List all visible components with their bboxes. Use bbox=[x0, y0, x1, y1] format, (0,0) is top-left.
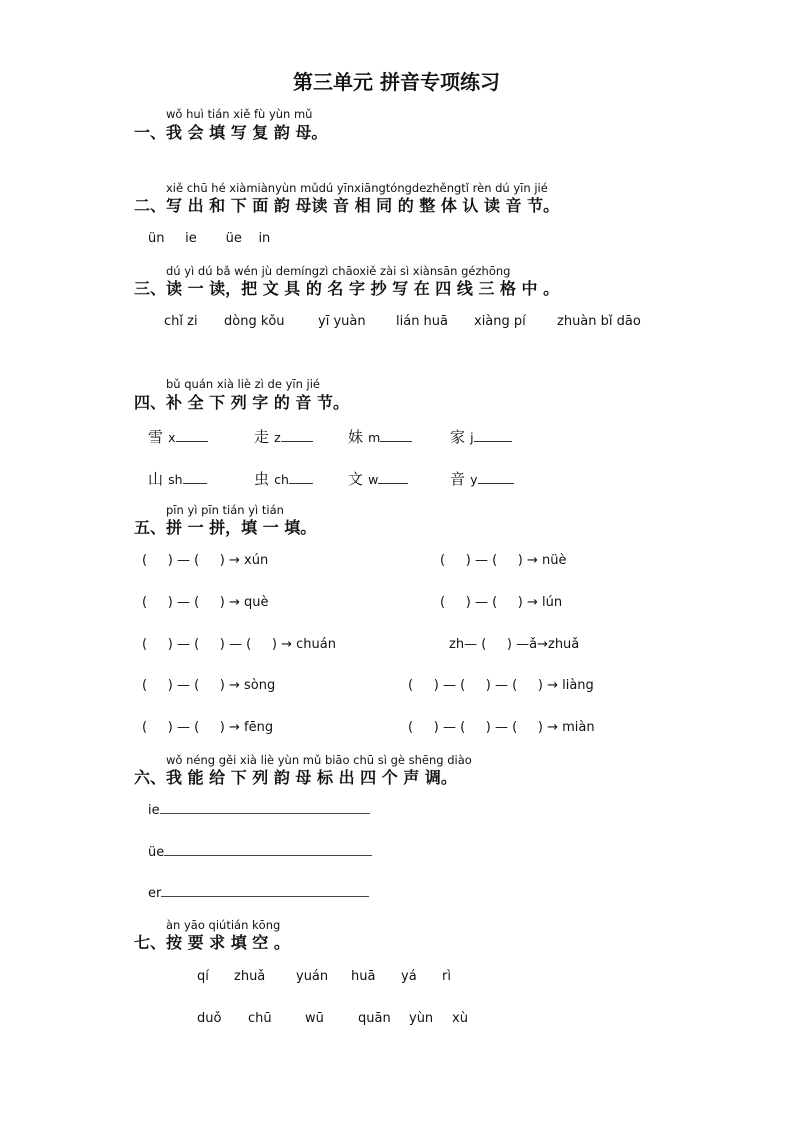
s1-chars: 我 会 填 写 复 韵 母。 bbox=[166, 123, 328, 142]
s7-syllable: yùn bbox=[409, 1011, 434, 1026]
s4-blank[interactable] bbox=[474, 431, 512, 442]
s7-syllable: huā bbox=[351, 969, 376, 984]
s5-left-item: ( ) — ( ) → fēng bbox=[142, 720, 274, 735]
s7-pinyin: àn yāo qiútián kōng bbox=[166, 918, 281, 932]
s6-item bbox=[148, 845, 372, 860]
s4-char: 文 bbox=[348, 470, 364, 488]
s4-char: 音 bbox=[450, 470, 466, 488]
s6-pinyin: wǒ néng gěi xià liè yùn mǔ biāo chū sì gè shēng diào bbox=[166, 753, 472, 767]
s4-initial: z bbox=[274, 430, 281, 445]
s4-initial: y bbox=[470, 472, 478, 487]
s6-final: üe bbox=[148, 845, 165, 860]
s7-syllable: qí bbox=[197, 969, 209, 984]
s7-syllable: rì bbox=[442, 969, 451, 984]
s4-blank[interactable] bbox=[378, 473, 408, 484]
s2-finals: ün ie üe in bbox=[148, 231, 271, 246]
s3-word: yī yuàn bbox=[318, 314, 366, 329]
s7-syllable: zhuǎ bbox=[234, 969, 266, 984]
s4-char: 虫 bbox=[254, 470, 270, 488]
s5-right-item: zh— ( ) —ǎ→zhuǎ bbox=[449, 637, 580, 652]
s6-answer-line[interactable] bbox=[161, 896, 369, 897]
s3-word: dòng kǒu bbox=[224, 314, 285, 329]
s2-pinyin: xiě chū hé xiàmiànyùn mǔdú yīnxiāngtóngdezhěngtǐ rèn dú yīn jié bbox=[166, 181, 548, 195]
s5-left-item: ( ) — ( ) → sòng bbox=[142, 678, 276, 693]
s6-label: 六、 bbox=[134, 768, 167, 787]
s7-syllable: duǒ bbox=[197, 1011, 222, 1026]
s5-left-item: ( ) — ( ) → xún bbox=[142, 553, 269, 568]
s4-blank[interactable] bbox=[176, 431, 208, 442]
s7-syllable: yá bbox=[401, 969, 417, 984]
s1-label: 一、 bbox=[134, 123, 167, 142]
s4-initial: sh bbox=[168, 472, 183, 487]
s5-right-item: ( ) — ( ) → lún bbox=[440, 595, 563, 610]
s4-item bbox=[450, 468, 514, 489]
s3-word: chǐ zi bbox=[164, 314, 198, 329]
s6-answer-line[interactable] bbox=[160, 813, 370, 814]
s4-blank[interactable] bbox=[281, 431, 313, 442]
s4-label: 四、 bbox=[134, 393, 167, 412]
s5-label: 五、 bbox=[134, 518, 167, 537]
s7-chars: 按 要 求 填 空 。 bbox=[166, 933, 290, 952]
s3-word: lián huā bbox=[396, 314, 449, 329]
s4-blank[interactable] bbox=[289, 473, 313, 484]
s6-item bbox=[148, 886, 369, 901]
s4-item bbox=[254, 468, 313, 489]
s5-right-item: ( ) — ( ) — ( ) → miàn bbox=[408, 720, 595, 735]
s4-item bbox=[348, 468, 408, 489]
s4-chars: 补 全 下 列 字 的 音 节。 bbox=[166, 393, 349, 412]
s4-item bbox=[348, 426, 412, 447]
s5-chars: 拼 一 拼，填 一 填。 bbox=[166, 518, 317, 537]
s5-right-item: ( ) — ( ) → nüè bbox=[440, 553, 567, 568]
s7-syllable: wū bbox=[305, 1011, 324, 1026]
s7-syllable: chū bbox=[248, 1011, 272, 1026]
page-title: 第三单元 拼音专项练习 bbox=[293, 70, 500, 94]
s4-initial: j bbox=[470, 430, 474, 445]
s1-pinyin: wǒ huì tián xiě fù yùn mǔ bbox=[166, 107, 313, 121]
s5-right-item: ( ) — ( ) — ( ) → liàng bbox=[408, 678, 594, 693]
s4-char: 雪 bbox=[148, 428, 164, 446]
s3-word: xiàng pí bbox=[474, 314, 526, 329]
s3-label: 三、 bbox=[134, 279, 167, 298]
s6-final: ie bbox=[148, 803, 160, 818]
s4-char: 家 bbox=[450, 428, 466, 446]
s3-pinyin: dú yì dú bǎ wén jù demíngzì chāoxiě zài sì xiànsān gézhōng bbox=[166, 264, 511, 278]
s4-initial: w bbox=[368, 472, 379, 487]
s4-initial: m bbox=[368, 430, 381, 445]
s4-blank[interactable] bbox=[380, 431, 412, 442]
s7-syllable: yuán bbox=[296, 969, 329, 984]
s4-initial: ch bbox=[274, 472, 289, 487]
s4-item bbox=[148, 426, 208, 447]
s6-final: er bbox=[148, 886, 162, 901]
s4-initial: x bbox=[168, 430, 176, 445]
s4-char: 走 bbox=[254, 428, 270, 446]
s4-pinyin: bǔ quán xià liè zì de yīn jié bbox=[166, 377, 320, 391]
s6-item bbox=[148, 803, 370, 818]
s4-item bbox=[450, 426, 512, 447]
s4-item bbox=[148, 468, 207, 489]
s7-syllable: xù bbox=[452, 1011, 468, 1026]
s4-item bbox=[254, 426, 313, 447]
s4-blank[interactable] bbox=[183, 473, 207, 484]
s4-blank[interactable] bbox=[478, 473, 514, 484]
s4-char: 妹 bbox=[348, 428, 364, 446]
s3-word: zhuàn bǐ dāo bbox=[557, 314, 641, 329]
s6-answer-line[interactable] bbox=[164, 855, 372, 856]
s6-chars: 我 能 给 下 列 韵 母 标 出 四 个 声 调。 bbox=[166, 768, 457, 787]
s5-left-item: ( ) — ( ) — ( ) → chuán bbox=[142, 637, 336, 652]
s5-left-item: ( ) — ( ) → què bbox=[142, 595, 269, 610]
s3-chars: 读 一 读，把 文 具 的 名 字 抄 写 在 四 线 三 格 中 。 bbox=[166, 279, 560, 298]
s5-pinyin: pīn yì pīn tián yì tián bbox=[166, 503, 284, 517]
s2-chars: 写 出 和 下 面 韵 母读 音 相 同 的 整 体 认 读 音 节。 bbox=[166, 196, 560, 215]
s7-syllable: quān bbox=[358, 1011, 391, 1026]
s2-label: 二、 bbox=[134, 196, 167, 215]
s4-char: 山 bbox=[148, 470, 164, 488]
s7-label: 七、 bbox=[134, 933, 167, 952]
